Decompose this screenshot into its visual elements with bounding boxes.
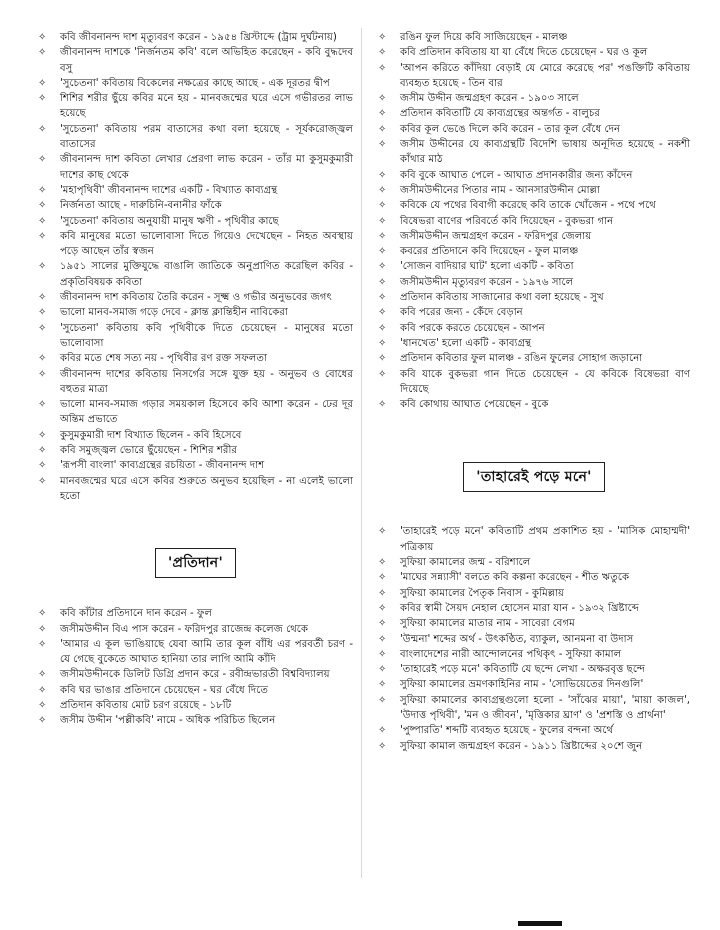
bullet-star-icon: ✧	[38, 322, 47, 334]
list-item-text: 'তাহারেই পড়ে মনে' কবিতাটি প্রথম প্রকাশিত হয় - 'মাসিক মোহাম্মদী' পত্রিকায়	[400, 526, 690, 553]
list-item	[38, 637, 353, 668]
list-item-text: 'তাহারেই পড়ে মনে' কবিতাটি যে ছন্দে লেখা - অক্ষরবৃত্ত ছন্দে	[400, 664, 646, 676]
list-item-text: কবি প্রতিদান কবিতায় যা যা বেঁধে দিতে চেয়েছেন - ঘর ও কূল	[400, 47, 648, 59]
bullet-star-icon: ✧	[378, 215, 387, 227]
bullet-star-icon: ✧	[378, 664, 387, 676]
list-item-text: 'সুচেতনা' কবিতায় বিকেলের নক্ষত্রের কাছে আছে - এক দূরতর দ্বীপ	[60, 77, 330, 89]
list-item	[38, 698, 353, 713]
list-item-text: কবিকে যে পথের বিবাগী করেছে কবি তাকে খোঁজেন - পথে পথে	[400, 200, 656, 212]
right-column	[378, 30, 690, 754]
list-item-text: বিষেভরা বাণের পরিবর্তে কবি দিয়েছেন - বুকভরা গান	[400, 215, 614, 227]
list-item-text: জসীমউদ্দীনের পিতার নাম - আনসারউদ্দীন মোল্লা	[400, 184, 600, 196]
bullet-star-icon: ✧	[378, 261, 387, 273]
list-item	[38, 351, 353, 366]
list-item-text: প্রতিদান কবিতার ফুল মালঞ্চ - রঙিন ফুলের সোহাগ জড়ানো	[400, 353, 643, 365]
bullet-star-icon: ✧	[38, 77, 47, 89]
bullet-star-icon: ✧	[378, 694, 387, 706]
list-item	[378, 555, 690, 570]
list-item	[378, 198, 690, 213]
page-indicator-bar	[518, 921, 562, 926]
list-item-text: সুফিয়া কামালের ভ্রমণকাহিনির নাম - 'সোভিয়েতের দিনগুলি'	[400, 679, 644, 691]
list-item-text: জসীম উদ্দীন 'পল্লীকবি' নামে - অধিক পরিচিত ছিলেন	[60, 715, 276, 727]
bullet-star-icon: ✧	[378, 62, 387, 74]
list-item-text: 'ধানখেত' হলো একটি - কাব্যগ্রন্থ	[400, 337, 532, 349]
list-item-text: জসীম উদ্দীন জন্মগ্রহণ করেন - ১৯০৩ সালে	[400, 93, 579, 105]
list-item	[38, 321, 353, 352]
list-item	[38, 474, 353, 505]
bullet-star-icon: ✧	[38, 93, 47, 105]
list-item-text: 'মাঘের সন্ন্যাসী' বলতে কবি কল্পনা করেছেন - শীত ঋতুকে	[400, 572, 630, 584]
bullet-star-icon: ✧	[378, 618, 387, 630]
list-item	[38, 428, 353, 443]
list-item	[38, 713, 353, 728]
list-item	[378, 137, 690, 168]
list-item-text: সুফিয়া কামাল জন্মগ্রহণ করেন - ১৯১১ খ্রিষ্টাব্দের ২০শে জুন	[400, 740, 643, 752]
list-item	[378, 723, 690, 738]
pratidan-facts-list-right	[378, 30, 690, 412]
list-item-text: জীবনানন্দ দাশ কবিতা লেখার প্রেরণা লাভ করেন - তাঁর মা কুসুমকুমারী দাশের কাছ থেকে	[60, 154, 353, 181]
bullet-star-icon: ✧	[38, 200, 47, 212]
bullet-star-icon: ✧	[38, 623, 47, 635]
bullet-star-icon: ✧	[38, 47, 47, 59]
list-item	[378, 739, 690, 754]
list-item-text: কবি বুকে আঘাত পেলে - আঘাত প্রদানকারীর জন্য কাঁদেন	[400, 169, 633, 181]
list-item-text: জসীমউদ্দীন বিএ পাস করেন - ফরিদপুর রাজেন্দ্র কলেজ থেকে	[60, 623, 309, 635]
tahareii-facts-list	[378, 524, 690, 753]
list-item-text: 'পুষ্পারতি' শব্দটি ব্যবহৃত হয়েছে - ফুলের বন্দনা অর্থে	[400, 725, 614, 737]
list-item	[38, 397, 353, 428]
bullet-star-icon: ✧	[38, 307, 47, 319]
list-item-text: সুফিয়া কামালের পৈতৃক নিবাস - কুমিল্লায়	[400, 587, 564, 599]
list-item-text: কবি সমুজ্জ্বল ভোরে ছুঁয়েছেন - শিশির শরীর	[60, 445, 237, 457]
list-item	[378, 183, 690, 198]
list-item-text: নির্জনতা আছে - দারুচিনি-বনানীর ফাঁকে	[60, 200, 222, 212]
list-item	[378, 168, 690, 183]
bullet-star-icon: ✧	[378, 169, 387, 181]
section-heading-tahareii: 'তাহারেই পড়ে মনে'	[463, 462, 604, 492]
list-item-text: কবির কূল ভেঙে দিলে কবি করেন - তার কূল বেঁধে দেন	[400, 123, 621, 135]
list-item	[38, 45, 353, 76]
bullet-star-icon: ✧	[378, 139, 387, 151]
bullet-star-icon: ✧	[38, 475, 47, 487]
list-item-text: শিশির শরীর ছুঁয়ে কবির মনে হয় - মানবজন্মের ঘরে এসে গভীরতর লাভ হয়েছে	[60, 93, 353, 120]
bullet-star-icon: ✧	[378, 246, 387, 258]
list-item	[378, 61, 690, 92]
list-item-text: 'আমার এ কূল ভাঙিয়াছে যেবা আমি তার কূল বাঁধি এর পরবর্তী চরণ - যে গেছে বুকেতে আঘাত হানিয়া তার লাগি আমি কাঁদি	[60, 638, 353, 666]
list-item	[38, 667, 353, 682]
list-item	[38, 305, 353, 320]
bullet-star-icon: ✧	[38, 460, 47, 472]
list-item	[378, 632, 690, 647]
list-item-text: কবির স্বামী সৈয়দ নেহাল হোসেন মারা যান - ১৯৩২ খ্রিষ্টাব্দে	[400, 602, 639, 614]
bullet-star-icon: ✧	[38, 399, 47, 411]
list-item	[38, 198, 353, 213]
bullet-star-icon: ✧	[378, 337, 387, 349]
list-item-text: কুসুমকুমারী দাশ বিখ্যাত ছিলেন - কবি হিসেবে	[60, 429, 242, 441]
bullet-star-icon: ✧	[38, 368, 47, 380]
left-column	[38, 30, 353, 729]
bullet-star-icon: ✧	[378, 123, 387, 135]
list-item	[378, 106, 690, 121]
list-item	[378, 229, 690, 244]
list-item	[38, 229, 353, 260]
list-item-text: জসীমউদ্দীন মৃত্যুবরণ করেন - ১৯৭৬ সালে	[400, 276, 574, 288]
tahareii-heading-wrap	[378, 462, 690, 492]
list-item-text: কবির মতে শেষ সত্য নয় - পৃথিবীর রণ রক্ত সফলতা	[60, 353, 267, 365]
list-item-text: ভালো মানব-সমাজ গড়ার সময়কাল হিসেবে কবি আশা করেন - ঢের দূর অন্তিম প্রভাতে	[60, 399, 353, 426]
bullet-star-icon: ✧	[38, 230, 47, 242]
pratidan-heading-wrap	[38, 548, 353, 578]
bullet-star-icon: ✧	[378, 602, 387, 614]
bullet-star-icon: ✧	[378, 307, 387, 319]
list-item-text: জীবনানন্দ দাশের কবিতায় নিসর্গের সঙ্গে যুক্ত হয় - অনুভব ও বোধের বহুতর মাত্রা	[60, 368, 353, 395]
bullet-star-icon: ✧	[378, 740, 387, 752]
list-item-text: কবরের প্রতিদানে কবি দিয়েছেন - ফুল মালঞ্চ	[400, 246, 579, 258]
bullet-star-icon: ✧	[38, 429, 47, 441]
list-item-text: 'উন্মনা' শব্দের অর্থ - উৎকণ্ঠিত, ব্যাকুল, আনমনা বা উদাস	[400, 633, 634, 645]
bullet-star-icon: ✧	[378, 184, 387, 196]
list-item-text: সুফিয়া কামালের জন্ম - বরিশালে	[400, 557, 531, 569]
bullet-star-icon: ✧	[378, 108, 387, 120]
list-item	[378, 30, 690, 45]
list-item	[378, 321, 690, 336]
list-item	[38, 214, 353, 229]
bullet-star-icon: ✧	[38, 445, 47, 457]
bullet-star-icon: ✧	[378, 368, 387, 380]
list-item	[38, 290, 353, 305]
bullet-star-icon: ✧	[38, 261, 47, 273]
bullet-star-icon: ✧	[378, 93, 387, 105]
list-item	[38, 30, 353, 45]
bullet-star-icon: ✧	[378, 292, 387, 304]
bullet-star-icon: ✧	[38, 32, 47, 43]
list-item-text: প্রতিদান কবিতায় মোট চরণ রয়েছে - ১৮টি	[60, 699, 232, 711]
bullet-star-icon: ✧	[378, 322, 387, 334]
list-item-text: প্রতিদান কবিতায় সাজানোর কথা বলা হয়েছে - সুখ	[400, 292, 604, 304]
bullet-star-icon: ✧	[38, 184, 47, 196]
bullet-star-icon: ✧	[378, 557, 387, 569]
list-item	[38, 458, 353, 473]
list-item	[378, 397, 690, 412]
list-item-text: কবি যাকে বুকভরা গান দিতে চেয়েছেন - যে কবিকে বিষেভরা বাণ দিয়েছে	[400, 368, 690, 395]
list-item-text: জসীম উদ্দীনের যে কাব্যগ্রন্থটি বিদেশি ভাষায় অনূদিত হয়েছে - নকশী কাঁথার মাঠ	[400, 139, 690, 166]
list-item-text: জসীমউদ্দীন জন্মগ্রহণ করেন - ফরিদপুর জেলায়	[400, 230, 592, 242]
list-item	[378, 616, 690, 631]
bullet-star-icon: ✧	[38, 292, 47, 304]
bullet-star-icon: ✧	[378, 47, 387, 59]
list-item-text: বাংলাদেশের নারী আন্দোলনের পথিকৃৎ - সুফিয়া কামাল	[400, 648, 622, 660]
bullet-star-icon: ✧	[378, 587, 387, 599]
list-item	[38, 76, 353, 91]
bullet-star-icon: ✧	[38, 699, 47, 711]
list-item-text: কবি পরকে করতে চেয়েছেন - আপন	[400, 322, 545, 334]
list-item-text: সুফিয়া কামালের মাতার নাম - সাবেরা বেগম	[400, 618, 575, 630]
list-item	[38, 183, 353, 198]
list-item	[378, 214, 690, 229]
list-item	[378, 122, 690, 137]
list-item-text: কবি কোথায় আঘাত পেয়েছেন - বুকে	[400, 399, 549, 411]
bullet-star-icon: ✧	[378, 526, 387, 538]
list-item	[378, 601, 690, 616]
list-item	[378, 290, 690, 305]
list-item	[378, 570, 690, 585]
bullet-star-icon: ✧	[378, 725, 387, 737]
list-item	[38, 622, 353, 637]
list-item-text: কবি ঘর ভাঙার প্রতিদানে চেয়েছেন - ঘর বেঁধে দিতে	[60, 684, 268, 696]
list-item-text: 'সুচেতনা' কবিতায় পরম বাতাসের কথা বলা হয়েছে - সূর্যকরোজ্জ্বল বাতাসের	[60, 123, 353, 151]
bullet-star-icon: ✧	[378, 230, 387, 242]
bullet-star-icon: ✧	[38, 353, 47, 365]
bullet-star-icon: ✧	[378, 276, 387, 288]
list-item-text: 'রূপসী বাংলা' কাব্যগ্রন্থের রচয়িতা - জীবনানন্দ দাশ	[60, 460, 265, 472]
list-item	[38, 443, 353, 458]
bullet-star-icon: ✧	[378, 633, 387, 645]
bullet-star-icon: ✧	[38, 215, 47, 227]
bullet-star-icon: ✧	[378, 32, 387, 43]
list-item	[378, 275, 690, 290]
list-item-text: জীবনানন্দ দাশ কবিতায় তৈরি করেন - সূক্ষ্ম ও গভীর অনুভবের জগৎ	[60, 292, 332, 304]
list-item-text: ভালো মানব-সমাজ গড়ে দেবে - ক্লান্ত ক্লান্তিহীন নাবিকেরা	[60, 307, 288, 319]
bullet-star-icon: ✧	[378, 200, 387, 212]
list-item	[378, 367, 690, 398]
list-item	[378, 336, 690, 351]
list-item-text: রঙিন ফুল দিয়ে কবি সাজিয়েছেন - মালঞ্চ	[400, 32, 568, 43]
list-item	[378, 305, 690, 320]
list-item-text: 'সোজন বাদিয়ার ঘাট' হলো একটি - কবিতা	[400, 261, 574, 273]
list-item	[378, 586, 690, 601]
bullet-star-icon: ✧	[38, 154, 47, 166]
list-item	[378, 45, 690, 60]
bullet-star-icon: ✧	[378, 572, 387, 584]
bullet-star-icon: ✧	[38, 638, 47, 650]
list-item-text: কবি পরের জন্য - কেঁদে বেড়ান	[400, 307, 523, 319]
list-item-text: ১৯৫১ সালের মুক্তিযুদ্ধে বাঙালি জাতিকে অনুপ্রাণিত করেছিল কবির - প্রকৃতিবিষয়ক কবিতা	[60, 261, 353, 288]
bullet-star-icon: ✧	[38, 715, 47, 727]
bullet-star-icon: ✧	[378, 399, 387, 411]
bullet-star-icon: ✧	[378, 353, 387, 365]
list-item-text: 'মহাপৃথিবী' জীবনানন্দ দাশের একটি - বিখ্যাত কাব্যগ্রন্থ	[60, 184, 278, 196]
list-item	[378, 244, 690, 259]
list-item-text: কবি জীবনানন্দ দাশ মৃত্যুবরণ করেন - ১৯৫৪ খ্রিস্টাব্দে (ট্রাম দুর্ঘটনায়)	[60, 32, 337, 43]
list-item	[378, 662, 690, 677]
list-item	[378, 677, 690, 692]
list-item-text: সুফিয়া কামালের কাব্যগ্রন্থগুলো হলো - 'সাঁঝের মায়া', 'মায়া কাজল', 'উদাত্ত পৃথিবী', 'মন ও জীবন', 'মৃত্তিকার ঘ্রাণ' ও 'প্রশস্তি ও প্রার্থনা'	[400, 694, 690, 721]
bullet-star-icon: ✧	[38, 608, 47, 620]
pratidan-facts-list-left	[38, 606, 353, 728]
column-divider	[361, 28, 362, 878]
list-item	[38, 152, 353, 183]
list-item-text: প্রতিদান কবিতাটি যে কাব্যগ্রন্থের অন্তর্গত - বালুচর	[400, 108, 600, 120]
list-item	[378, 351, 690, 366]
section-heading-pratidan: 'প্রতিদান'	[155, 548, 236, 578]
list-item	[378, 693, 690, 724]
list-item-text: জীবনানন্দ দাশকে 'নির্জনতম কবি' বলে অভিহিত করেছেন - কবি বুদ্ধদেব বসু	[60, 47, 353, 74]
list-item-text: মানবজন্মের ঘরে এসে কবির শুরুতে অনুভব হয়েছিল - না এলেই ভালো হতো	[60, 475, 353, 502]
list-item	[38, 122, 353, 153]
list-item-text: কবি কাঁটার প্রতিদানে দান করেন - ফুল	[60, 608, 212, 620]
list-item-text: 'সুচেতনা' কবিতায় অনুযায়ী মানুষ ঋণী - পৃথিবীর কাছে	[60, 215, 279, 227]
bullet-star-icon: ✧	[378, 679, 387, 691]
list-item	[38, 259, 353, 290]
bullet-star-icon: ✧	[378, 648, 387, 660]
bullet-star-icon: ✧	[38, 669, 47, 681]
jibanananda-facts-list	[38, 30, 353, 504]
list-item	[378, 647, 690, 662]
bullet-star-icon: ✧	[38, 123, 47, 135]
list-item-text: 'সুচেতনা' কবিতায় কবি পৃথিবীকে দিতে চেয়েছেন - মানুষের মতো ভালোবাসা	[60, 322, 353, 349]
bullet-star-icon: ✧	[38, 684, 47, 696]
list-item	[38, 606, 353, 621]
list-item	[38, 683, 353, 698]
list-item	[378, 259, 690, 274]
list-item-text: কবি মানুষের মতো ভালোবাসা দিতে গিয়েও দেখেছেন - নিহত অবস্থায় পড়ে আছেন তাঁর স্বজন	[60, 230, 353, 258]
list-item	[378, 91, 690, 106]
list-item	[378, 524, 690, 555]
list-item	[38, 367, 353, 398]
list-item	[38, 91, 353, 122]
list-item-text: জসীমউদ্দীনকে ডিলিট ডিগ্রি প্রদান করে - রবীন্দ্রভারতী বিশ্ববিদ্যালয়	[60, 669, 330, 681]
list-item-text: 'আপন করিতে কাঁদিয়া বেড়াই যে মোরে করেছে পর' পঙক্তিটি কবিতায় ব্যবহৃত হয়েছে - তিন বার	[400, 62, 690, 89]
